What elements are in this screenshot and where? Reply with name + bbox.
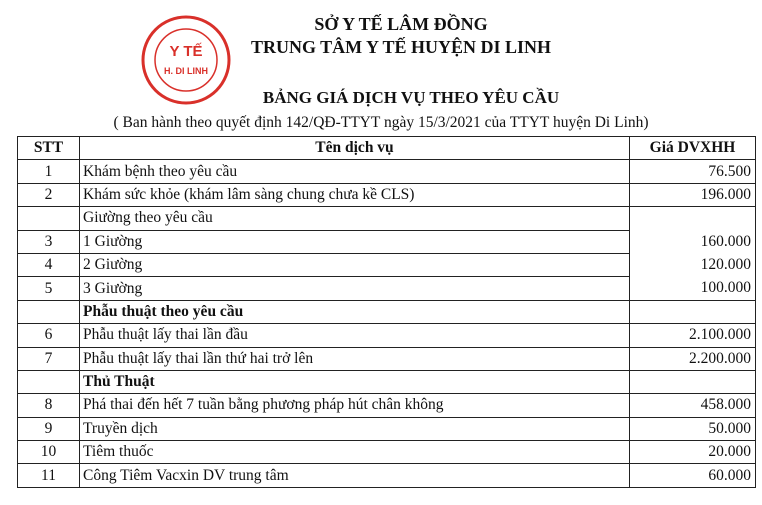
header-price: Giá DVXHH — [630, 137, 756, 160]
table-row — [18, 347, 756, 370]
seal-bottom-text: H. DI LINH — [164, 66, 208, 76]
header-service-name: Tên dịch vụ — [80, 137, 630, 160]
table-group-row — [18, 300, 756, 323]
table-row — [18, 441, 756, 464]
row-service-name: Công Tiêm Vacxin DV trung tâm — [80, 464, 630, 487]
table-row — [18, 394, 756, 417]
table-header-row — [18, 137, 756, 160]
row-stt: 4 — [18, 253, 80, 276]
row-stt: 1 — [18, 160, 80, 183]
row-price: 2.200.000 — [630, 347, 756, 370]
table-group-row — [18, 370, 756, 393]
table-row — [18, 417, 756, 440]
row-price: 20.000 — [630, 441, 756, 464]
row-price — [630, 370, 756, 393]
row-price: 458.000 — [630, 394, 756, 417]
row-stt: 5 — [18, 277, 80, 300]
row-service-name: Thủ Thuật — [80, 370, 630, 393]
document-subtitle: ( Ban hành theo quyết định 142/QĐ-TTYT ngày 15/3/2021 của TTYT huyện Di Linh) — [113, 114, 649, 131]
row-price: 2.100.000 — [630, 324, 756, 347]
row-service-name: Giường theo yêu cầu — [80, 207, 630, 230]
row-price: 76.500 — [630, 160, 756, 183]
document-header — [0, 0, 762, 138]
row-price: 196.000 — [630, 183, 756, 206]
row-stt: 9 — [18, 417, 80, 440]
row-stt — [18, 370, 80, 393]
row-stt — [18, 207, 80, 230]
row-service-name: Khám sức khỏe (khám lâm sàng chung chưa kề CLS) — [80, 183, 630, 206]
row-stt: 2 — [18, 183, 80, 206]
row-service-name: Phẫu thuật lấy thai lần thứ hai trở lên — [80, 347, 630, 370]
table-group-row — [18, 207, 756, 230]
row-price: 160.000 — [630, 230, 756, 253]
header-stt: STT — [18, 137, 80, 160]
row-price — [630, 300, 756, 323]
row-service-name: Khám bệnh theo yêu cầu — [80, 160, 630, 183]
table-row — [18, 230, 756, 253]
row-price: 60.000 — [630, 464, 756, 487]
table-row — [18, 253, 756, 276]
row-price: 120.000 — [630, 253, 756, 276]
row-service-name: 2 Giường — [80, 253, 630, 276]
seal-center-text: Y TẾ — [169, 43, 203, 60]
document-title: BẢNG GIÁ DỊCH VỤ THEO YÊU CẦU — [262, 88, 560, 107]
row-stt: 7 — [18, 347, 80, 370]
table-row — [18, 183, 756, 206]
center-name: TRUNG TÂM Y TẾ HUYỆN DI LINH — [250, 37, 552, 57]
row-service-name: Truyền dịch — [80, 417, 630, 440]
row-stt: 11 — [18, 464, 80, 487]
row-price — [630, 207, 756, 230]
table-row — [18, 464, 756, 487]
row-service-name: 3 Giường — [80, 277, 630, 300]
row-stt: 8 — [18, 394, 80, 417]
row-price: 50.000 — [630, 417, 756, 440]
table-row — [18, 277, 756, 300]
row-stt: 10 — [18, 441, 80, 464]
row-service-name: Phẫu thuật theo yêu cầu — [80, 300, 630, 323]
row-service-name: Phẫu thuật lấy thai lần đầu — [80, 324, 630, 347]
ministry-name: SỞ Y TẾ LÂM ĐỒNG — [314, 14, 488, 34]
row-service-name: Tiêm thuốc — [80, 441, 630, 464]
table-row — [18, 160, 756, 183]
row-service-name: 1 Giường — [80, 230, 630, 253]
row-stt — [18, 300, 80, 323]
price-table — [17, 136, 756, 488]
row-stt: 6 — [18, 324, 80, 347]
row-service-name: Phá thai đến hết 7 tuần bằng phương pháp hút chân không — [80, 394, 630, 417]
row-stt: 3 — [18, 230, 80, 253]
table-row — [18, 324, 756, 347]
row-price: 100.000 — [630, 277, 756, 300]
